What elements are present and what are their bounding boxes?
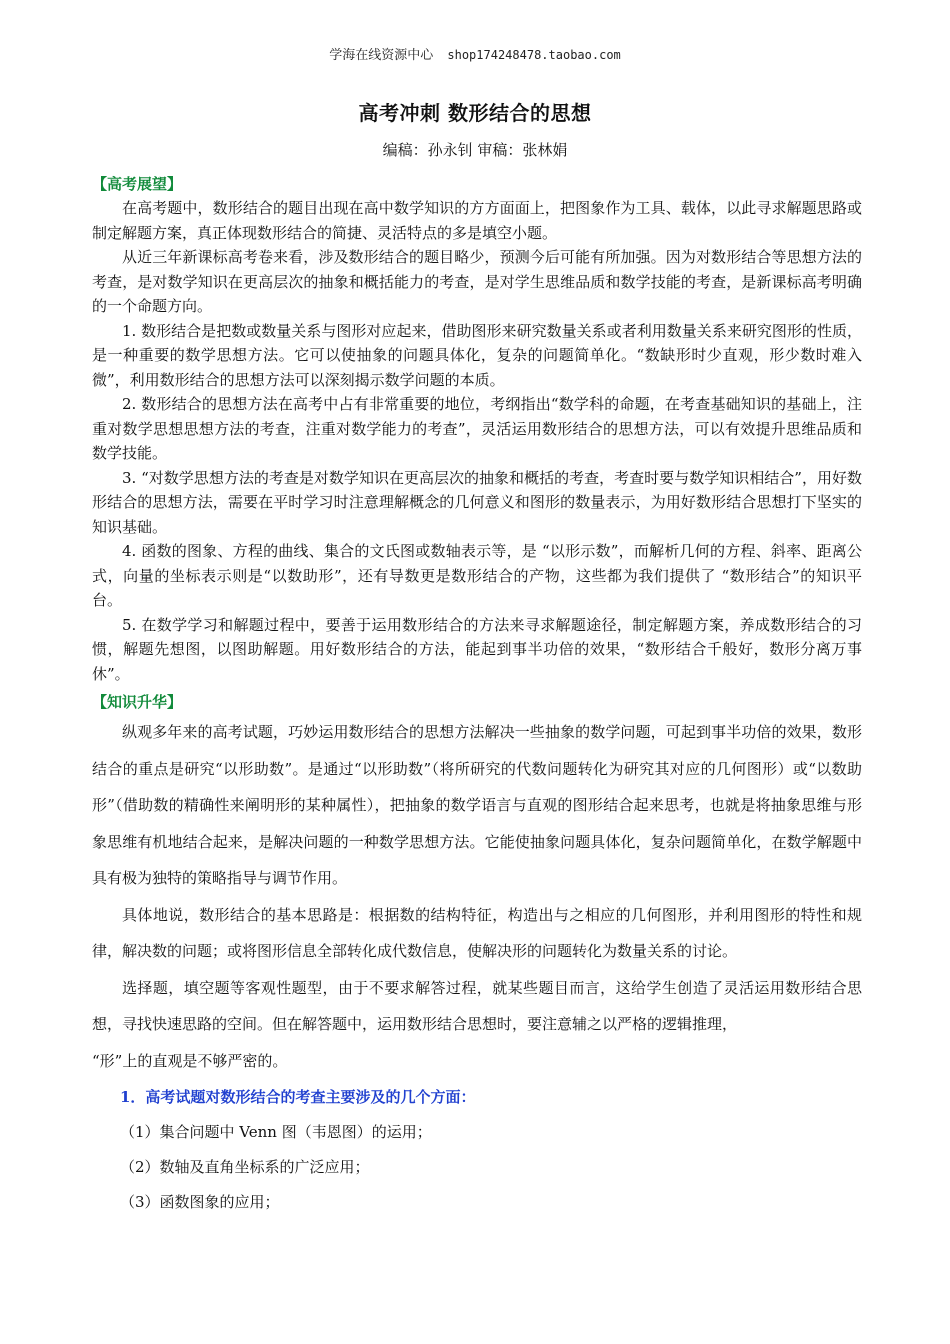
paragraph-tail: “形”上的直观是不够严密的。 [92,1051,288,1070]
paragraph: 具体地说，数形结合的基本思路是：根据数的结构特征，构造出与之相应的几何图形，并利用图形的特性和规律，解决数的问题；或将图形信息全部转化成代数信息，使解决形的问题转化为数量关系的讨论。 [92,905,862,960]
paragraph: 纵观多年来的高考试题，巧妙运用数形结合的思想方法解决一些抽象的数学问题，可起到事半功倍的效果，数形结合的重点是研究“以形助数”。是通过“以形助数”（将所研究的代数问题转化为研究其对应的几何图形）或“以数助形”（借助数的精确性来阐明形的某种属性），把抽象的数学语言与直观的图形结合起来思考，也就是将抽象思维与形象思维有机地结合起来，是解决问题的一种数学思想方法。它能使抽象问题具体化，复杂问题简单化，在数学解题中具有极为独特的策略指导与调节作用。 [92,723,862,887]
paragraph: 1. 数形结合是把数或数量关系与图形对应起来，借助图形来研究数量关系或者利用数量关系来研究图形的性质，是一种重要的数学思想方法。它可以使抽象的问题具体化，复杂的问题简单化。“数缺形时少直观，形少数时难入微”，利用数形结合的思想方法可以深刻揭示数学问题的本质。 [92,321,862,389]
document-body [92,172,862,1220]
document-title: 高考冲刺 数形结合的思想 [358,101,592,125]
page-header [0,44,950,63]
paragraph: 3. “对数学思想方法的考查是对数学知识在更高层次的抽象和概括的考查，考查时要与数学知识相结合”，用好数形结合的思想方法，需要在平时学习时注意理解概念的几何意义和图形的数量表示，为用好数形结合思想打下坚实的知识基础。 [92,468,862,536]
header-shop-link[interactable]: shop174248478.taobao.com [447,48,621,62]
list-item: （1）集合问题中 Venn 图（韦恩图）的运用； [120,1123,432,1141]
section-heading-exam-outlook: 【高考展望】 [92,175,183,193]
paragraph: 4. 函数的图象、方程的曲线、集合的文氏图或数轴表示等，是 “以形示数”，而解析几何的方程、斜率、距离公式，向量的坐标表示则是“以数助形”，还有导数更是数形结合的产物，这些都为我们提供了 “数形结合”的知识平台。 [92,542,862,609]
paragraph: 选择题，填空题等客观性题型，由于不要求解答过程，就某些题目而言，这给学生创造了灵活运用数形结合思想，寻找快速思路的空间。但在解答题中，运用数形结合思想时，要注意辅之以严格的逻辑推理， [92,978,862,1033]
section-heading-knowledge: 【知识升华】 [92,693,183,711]
list-item: （2）数轴及直角坐标系的广泛应用； [120,1158,370,1176]
paragraph: 5. 在数学学习和解题过程中，要善于运用数形结合的方法来寻求解题途径，制定解题方案，养成数形结合的习惯，解题先想图，以图助解题。用好数形结合的方法，能起到事半功倍的效果，“数形结合千般好，数形分离万事休”。 [92,615,862,683]
paragraph: 在高考题中，数形结合的题目出现在高中数学知识的方方面面上，把图象作为工具、载体，以此寻求解题思路或制定解题方案，真正体现数形结合的简捷、灵活特点的多是填空小题。 [92,199,862,242]
paragraph: 2. 数形结合的思想方法在高考中占有非常重要的地位，考纲指出“数学科的命题，在考查基础知识的基础上，注重对数学思想思想方法的考查，注重对数学能力的考查”，灵活运用数形结合的思想方法，可以有效提升思维品质和数学技能。 [92,395,862,462]
document-authors: 编稿：孙永钊 审稿：张林娟 [382,141,568,159]
paragraph: 从近三年新课标高考卷来看，涉及数形结合的题目略少，预测今后可能有所加强。因为对数形结合等思想方法的考查，是对数学知识在更高层次的抽象和概括能力的考查，是对学生思维品质和数学技能的考查，是新课标高考明确的一个命题方向。 [92,248,862,315]
header-site: 学海在线资源中心 [329,48,434,63]
subheading-exam-aspects: 1．高考试题对数形结合的考查主要涉及的几个方面： [120,1088,476,1106]
list-item: （3）函数图象的应用； [120,1193,280,1211]
